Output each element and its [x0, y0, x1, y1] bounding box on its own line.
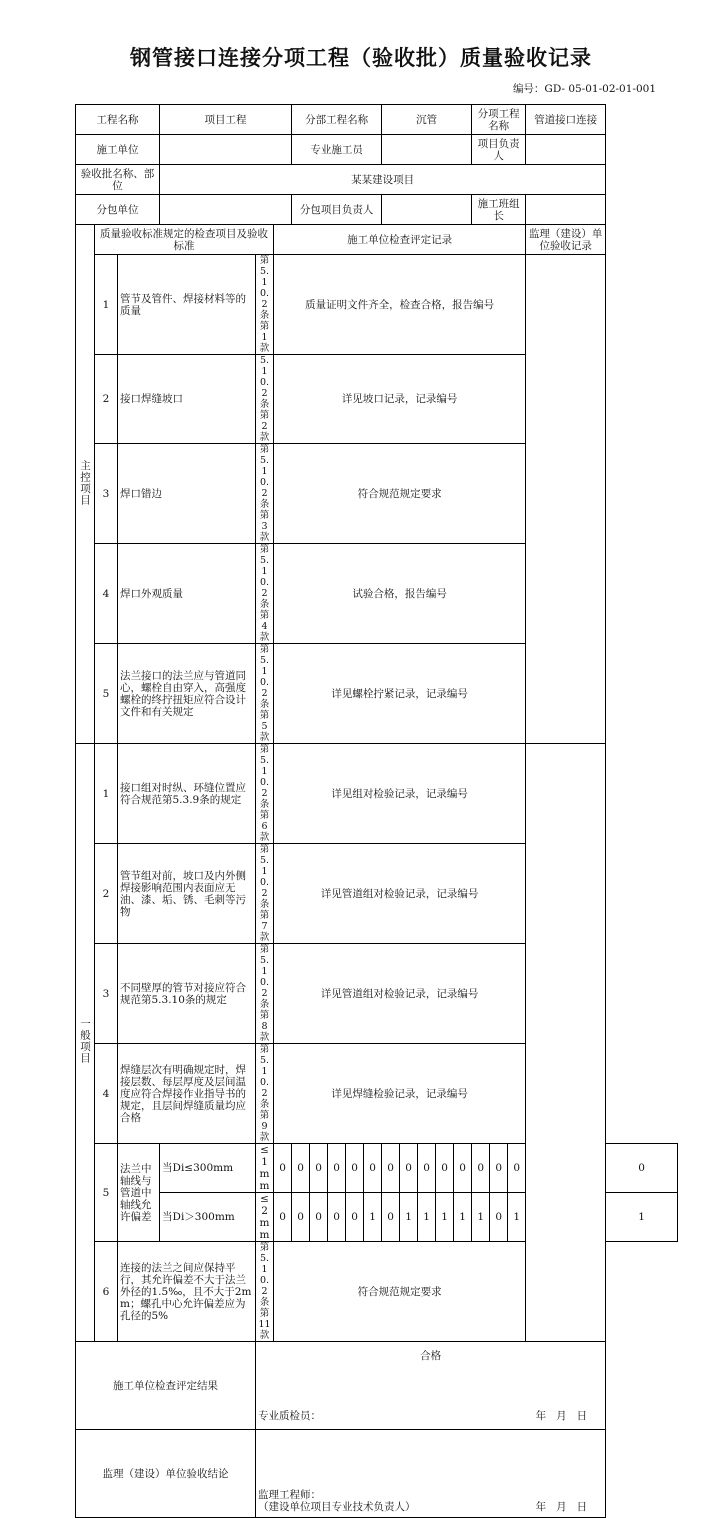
measurement-cell: 0	[328, 1144, 346, 1193]
specialty-worker-label: 专业施工员	[292, 135, 382, 165]
supervision-conclusion-cell	[256, 1430, 606, 1518]
general-item-no: 3	[95, 944, 118, 1044]
measurement-cell: 1	[364, 1193, 382, 1242]
flange-item-no: 5	[95, 1144, 118, 1242]
team-leader-value	[526, 195, 606, 225]
standard-header: 质量验收标准规定的检查项目及验收标准	[95, 225, 274, 255]
measurement-cell: 0	[508, 1144, 526, 1193]
flange-item-text: 法兰中轴线与管道中轴线允许偏差	[118, 1144, 160, 1242]
project-manager-label: 项目负责人	[472, 135, 526, 165]
general-item-clause: 第5.10.2条第9款	[256, 1044, 274, 1144]
main-item-clause: 5.10.2条第2款	[256, 355, 274, 444]
main-item-clause: 第5.10.2条第1款	[256, 255, 274, 355]
measurement-cell: 0	[382, 1193, 400, 1242]
main-item-result: 符合规范规定要求	[274, 444, 526, 544]
batch-value: 某某建设项目	[160, 165, 606, 195]
measurement-cell: 0	[490, 1193, 508, 1242]
measurement-cell: 0	[310, 1193, 328, 1242]
general-item-result: 详见焊缝检验记录，记录编号	[274, 1044, 526, 1144]
general-item-clause: 第5.10.2条第6款	[256, 744, 274, 844]
result-header: 施工单位检查评定记录	[274, 225, 526, 255]
sub-item-value: 管道接口连接	[526, 105, 606, 135]
general-supervision-cell	[526, 744, 606, 1342]
main-item-result: 详见螺栓拧紧记录，记录编号	[274, 644, 526, 744]
project-name-label: 工程名称	[76, 105, 160, 135]
main-item-clause: 第5.10.2条第3款	[256, 444, 274, 544]
general-item-text: 不同壁厚的管节对接应符合规范第5.3.10条的规定	[118, 944, 256, 1044]
construction-result-label: 施工单位检查评定结果	[76, 1342, 256, 1430]
flange-tolerance: ≤2mm	[256, 1193, 274, 1242]
main-items-label: 主控项目	[76, 225, 95, 744]
measurement-cell: 0	[400, 1144, 418, 1193]
date-label: 年 月 日	[535, 1410, 588, 1422]
general-item-no: 6	[95, 1242, 118, 1342]
team-leader-label: 施工班组长	[472, 195, 526, 225]
construction-result: 合格	[420, 1350, 442, 1362]
general-item-result: 符合规范规定要求	[274, 1242, 526, 1342]
main-item-clause: 第5.10.2条第5款	[256, 644, 274, 744]
general-item-text: 焊缝层次有明确规定时，焊接层数、每层厚度及层间温度应符合焊接作业指导书的规定，且层间焊缝质量均应合格	[118, 1044, 256, 1144]
measurement-cell: 0	[418, 1144, 436, 1193]
supervision-conclusion-label: 监理（建设）单位验收结论	[76, 1430, 256, 1518]
measurement-cell: 0	[328, 1193, 346, 1242]
inspection-table	[75, 104, 678, 1518]
sub-item-label: 分项工程名称	[472, 105, 526, 135]
document-code: 编号：GD- 05-01-02-01-001	[512, 83, 656, 95]
subcontract-value	[160, 195, 292, 225]
general-item-no: 1	[95, 744, 118, 844]
general-item-no: 2	[95, 844, 118, 944]
main-item-result: 质量证明文件齐全，检查合格，报告编号	[274, 255, 526, 355]
measurement-cell: 0	[346, 1144, 364, 1193]
sub-project-value: 沉管	[382, 105, 472, 135]
general-item-no: 4	[95, 1044, 118, 1144]
supervision-header: 监理（建设）单位验收记录	[526, 225, 606, 255]
main-item-no: 4	[95, 544, 118, 644]
measurement-cell: 0	[274, 1144, 292, 1193]
main-item-text: 法兰接口的法兰应与管道同心，螺栓自由穿入，高强度螺栓的终拧扭矩应符合设计文件和有关规定	[118, 644, 256, 744]
measurement-cell: 1	[606, 1193, 678, 1242]
measurement-cell: 0	[606, 1144, 678, 1193]
subcontract-manager-label: 分包项目负责人	[292, 195, 382, 225]
main-item-text: 管节及管件、焊接材料等的质量	[118, 255, 256, 355]
subcontract-manager-value	[382, 195, 472, 225]
general-item-text: 连接的法兰之间应保持平行，其允许偏差不大于法兰外径的1.5‰，且不大于2mm；螺孔中心允许偏差应为孔径的5%	[118, 1242, 256, 1342]
measurement-cell: 0	[472, 1144, 490, 1193]
general-item-result: 详见管道组对检验记录，记录编号	[274, 844, 526, 944]
measurement-cell: 1	[400, 1193, 418, 1242]
main-item-no: 1	[95, 255, 118, 355]
measurement-cell: 0	[310, 1144, 328, 1193]
project-manager-value	[526, 135, 606, 165]
main-item-text: 焊口外观质量	[118, 544, 256, 644]
engineer-label: 监理工程师：	[258, 1489, 322, 1501]
measurement-cell: 0	[454, 1144, 472, 1193]
measurement-cell: 0	[274, 1193, 292, 1242]
general-item-result: 详见管道组对检验记录，记录编号	[274, 944, 526, 1044]
date-label: 年 月 日	[535, 1501, 588, 1513]
engineer-note: （建设单位项目专业技术负责人）	[258, 1501, 416, 1513]
measurement-cell: 0	[346, 1193, 364, 1242]
measurement-cell: 1	[418, 1193, 436, 1242]
main-item-no: 2	[95, 355, 118, 444]
main-item-no: 3	[95, 444, 118, 544]
flange-condition: 当Di＞300mm	[160, 1193, 256, 1242]
sub-project-label: 分部工程名称	[292, 105, 382, 135]
measurement-cell: 0	[292, 1144, 310, 1193]
general-item-clause: 第5.10.2条第7款	[256, 844, 274, 944]
measurement-cell: 0	[436, 1144, 454, 1193]
construction-unit-label: 施工单位	[76, 135, 160, 165]
inspector-label: 专业质检员：	[258, 1410, 322, 1422]
measurement-cell: 1	[472, 1193, 490, 1242]
main-item-clause: 第5.10.2条第4款	[256, 544, 274, 644]
general-item-result: 详见组对检验记录，记录编号	[274, 744, 526, 844]
construction-unit-value	[160, 135, 292, 165]
flange-condition: 当Di≤300mm	[160, 1144, 256, 1193]
main-item-text: 接口焊缝坡口	[118, 355, 256, 444]
main-item-result: 试验合格，报告编号	[274, 544, 526, 644]
measurement-cell: 0	[490, 1144, 508, 1193]
measurement-cell: 1	[454, 1193, 472, 1242]
flange-tolerance: ≤1mm	[256, 1144, 274, 1193]
measurement-cell: 0	[364, 1144, 382, 1193]
main-supervision-cell	[526, 255, 606, 744]
main-item-text: 焊口错边	[118, 444, 256, 544]
main-item-no: 5	[95, 644, 118, 744]
measurement-cell: 1	[436, 1193, 454, 1242]
batch-label: 验收批名称、部位	[76, 165, 160, 195]
construction-result-cell	[256, 1342, 606, 1430]
general-item-text: 管节组对前，坡口及内外侧焊接影响范围内表面应无油、漆、垢、锈、毛刺等污物	[118, 844, 256, 944]
measurement-cell: 0	[382, 1144, 400, 1193]
subcontract-label: 分包单位	[76, 195, 160, 225]
main-item-result: 详见坡口记录，记录编号	[274, 355, 526, 444]
general-item-clause: 第5.10.2条第11款	[256, 1242, 274, 1342]
general-item-clause: 第5.10.2条第8款	[256, 944, 274, 1044]
specialty-worker-value	[382, 135, 472, 165]
page-title: 钢管接口连接分项工程（验收批）质量验收记录	[130, 46, 592, 70]
general-item-text: 接口组对时纵、环缝位置应符合规范第5.3.9条的规定	[118, 744, 256, 844]
measurement-cell: 1	[508, 1193, 526, 1242]
project-name-value: 项目工程	[160, 105, 292, 135]
general-items-label: 一般项目	[76, 744, 95, 1342]
measurement-cell: 0	[292, 1193, 310, 1242]
